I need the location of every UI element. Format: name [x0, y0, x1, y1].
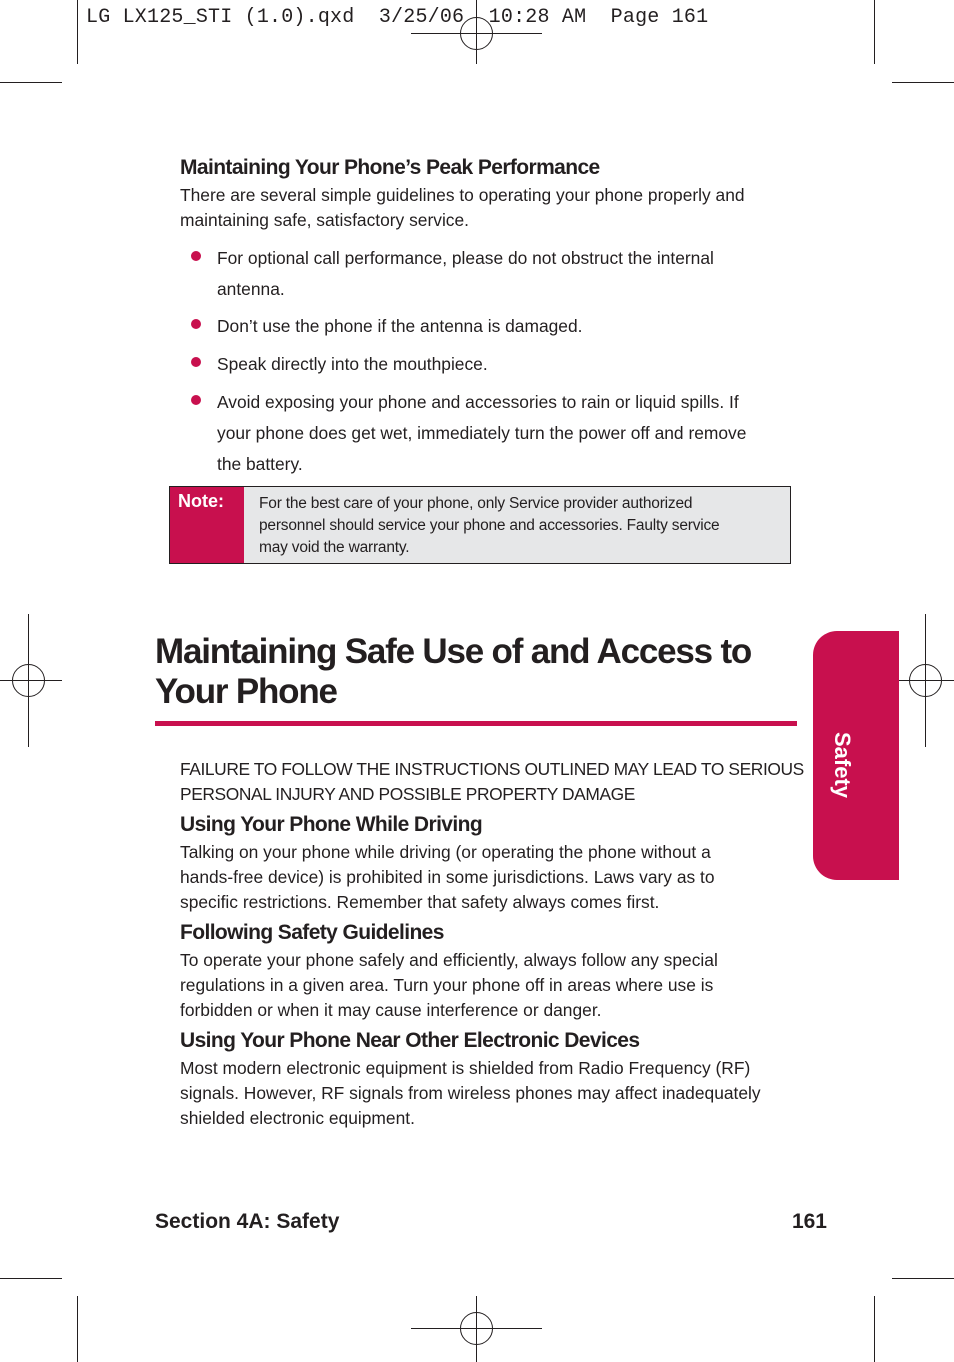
list-item-line: your phone does get wet, immediately turn the power off and remove	[217, 423, 747, 443]
electronic-devices-paragraph	[180, 1056, 805, 1131]
file-slug-line: LG LX125_STI (1.0).qxd 3/25/06 10:28 AM Page 161	[86, 6, 709, 29]
paragraph-line: To operate your phone safely and efficiently, always follow any special	[180, 950, 718, 970]
bullet-icon	[191, 395, 201, 405]
electronic-devices-heading: Using Your Phone Near Other Electronic Devices	[180, 1029, 640, 1052]
list-item	[217, 349, 797, 380]
paragraph-line: specific restrictions. Remember that safety always comes first.	[180, 892, 660, 912]
note-box	[169, 486, 791, 564]
title-divider	[155, 721, 797, 726]
peak-performance-heading: Maintaining Your Phone’s Peak Performance	[180, 156, 600, 179]
bullet-icon	[191, 319, 201, 329]
page-number: 161	[791, 1210, 827, 1233]
paragraph-line: Talking on your phone while driving (or operating the phone without a	[180, 842, 711, 862]
paragraph-line: Most modern electronic equipment is shielded from Radio Frequency (RF)	[180, 1058, 751, 1078]
bullet-icon	[191, 251, 201, 261]
warning-line: PERSONAL INJURY AND POSSIBLE PROPERTY DAMAGE	[180, 784, 635, 804]
note-line: For the best care of your phone, only Service provider authorized	[259, 495, 693, 512]
section-title	[155, 632, 795, 712]
peak-intro-line: maintaining safe, satisfactory service.	[180, 210, 470, 230]
footer-section-label: Section 4A: Safety	[155, 1210, 340, 1233]
paragraph-line: shielded electronic equipment.	[180, 1108, 415, 1128]
paragraph-line: hands-free device) is prohibited in some jurisdictions. Laws vary as to	[180, 867, 715, 887]
list-item	[217, 311, 797, 342]
list-item	[217, 243, 797, 305]
section-title-line: Your Phone	[155, 672, 337, 711]
list-item-line: the battery.	[217, 454, 303, 474]
peak-intro-line: There are several simple guidelines to operating your phone properly and	[180, 185, 745, 205]
note-text	[259, 493, 779, 559]
driving-heading: Using Your Phone While Driving	[180, 813, 483, 836]
list-item-line: Don’t use the phone if the antenna is damaged.	[217, 316, 583, 336]
warning-paragraph	[180, 757, 820, 807]
list-item-line: antenna.	[217, 279, 285, 299]
note-line: may void the warranty.	[259, 539, 410, 556]
bullet-icon	[191, 357, 201, 367]
warning-line: FAILURE TO FOLLOW THE INSTRUCTIONS OUTLINED MAY LEAD TO SERIOUS	[180, 759, 804, 779]
section-side-tab	[813, 631, 899, 880]
paragraph-line: regulations in a given area. Turn your phone off in areas where use is	[180, 975, 714, 995]
list-item	[217, 387, 797, 480]
section-title-line: Maintaining Safe Use of and Access to	[155, 632, 752, 671]
guidelines-heading: Following Safety Guidelines	[180, 921, 444, 944]
note-line: personnel should service your phone and accessories. Faulty service	[259, 517, 720, 534]
list-item-line: Speak directly into the mouthpiece.	[217, 354, 488, 374]
list-item-line: For optional call performance, please do not obstruct the internal	[217, 248, 714, 268]
paragraph-line: forbidden or when it may cause interference or danger.	[180, 1000, 602, 1020]
driving-paragraph	[180, 840, 800, 915]
peak-intro-paragraph	[180, 183, 800, 233]
side-tab-label: Safety	[830, 732, 855, 799]
guidelines-paragraph	[180, 948, 800, 1023]
note-label: Note:	[170, 487, 244, 563]
list-item-line: Avoid exposing your phone and accessories to rain or liquid spills. If	[217, 392, 739, 412]
paragraph-line: signals. However, RF signals from wireless phones may affect inadequately	[180, 1083, 761, 1103]
